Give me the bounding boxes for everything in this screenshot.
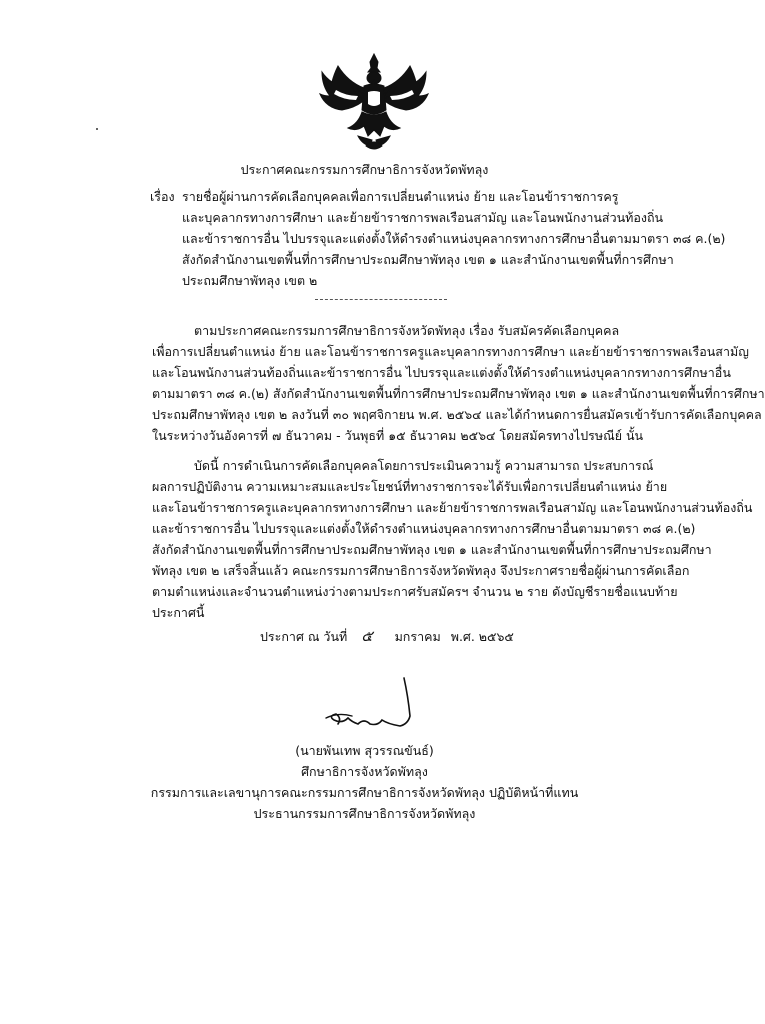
paragraph-line: ประถมศึกษาพัทลุง เขต ๒ ลงวันที่ ๓๐ พฤศจิกายน พ.ศ. ๒๕๖๔ และได้กำหนดการยื่นสมัครเข้ารับการคัดเลือกบุคคล (152, 407, 762, 422)
paragraph-line: เพื่อการเปลี่ยนตำแหน่ง ย้าย และโอนข้าราชการครูและบุคลากรทางการศึกษา และย้ายข้าราชการพลเรือนสามัญ (152, 344, 749, 359)
date-month: มกราคม (394, 629, 441, 644)
paragraph-line: ประกาศนี้ (152, 605, 205, 620)
paragraph-line: พัทลุง เขต ๒ เสร็จสิ้นแล้ว คณะกรรมการศึกษาธิการจังหวัดพัทลุง จึงประกาศรายชื่อผู้ผ่านการคัดเลือก (152, 563, 690, 578)
paragraph-line: สังกัดสำนักงานเขตพื้นที่การศึกษาประถมศึกษาพัทลุง เขต ๑ และสำนักงานเขตพื้นที่การศึกษาประถมศึกษา (152, 542, 712, 557)
paragraph-line: ตามมาตรา ๓๘ ค.(๒) สังกัดสำนักงานเขตพื้นที่การศึกษาประถมศึกษาพัทลุง เขต ๑ และสำนักงานเขตพื้นที่การศึกษา (152, 386, 765, 401)
paragraph-line: ผลการปฏิบัติงาน ความเหมาะสมและประโยชน์ที่ทางราชการจะได้รับเพื่อการเปลี่ยนตำแหน่ง ย้าย (152, 479, 668, 494)
date-year: พ.ศ. ๒๕๖๕ (450, 629, 514, 644)
signer-block (0, 740, 729, 824)
paragraph-line: และข้าราชการอื่น ไปบรรจุและแต่งตั้งให้ดำรงตำแหน่งบุคลากรทางการศึกษาอื่นตามมาตรา ๓๘ ค.(๒) (152, 521, 696, 536)
garuda-emblem-icon (318, 52, 430, 154)
scan-speck (96, 128, 98, 130)
paragraph-line: ในระหว่างวันอังคารที่ ๗ ธันวาคม - วันพุธที่ ๑๕ ธันวาคม ๒๕๖๔ โดยสมัครทางไปรษณีย์ นั้น (152, 428, 644, 443)
body-paragraph-2 (152, 455, 753, 623)
paragraph-line: ตามตำแหน่งและจำนวนตำแหน่งว่างตามประกาศรับสมัครฯ จำนวน ๒ ราย ดังบัญชีรายชื่อแนบท้าย (152, 584, 678, 599)
subject-line: รายชื่อผู้ผ่านการคัดเลือกบุคคลเพื่อการเปลี่ยนตำแหน่ง ย้าย และโอนข้าราชการครู (182, 189, 619, 204)
subject-line: สังกัดสำนักงานเขตพื้นที่การศึกษาประถมศึกษาพัทลุง เขต ๑ และสำนักงานเขตพื้นที่การศึกษา (182, 252, 674, 267)
signer-role-line: กรรมการและเลขานุการคณะกรรมการศึกษาธิการจังหวัดพัทลุง ปฏิบัติหน้าที่แทน (150, 785, 579, 800)
paragraph-line: และโอนข้าราชการครูและบุคลากรทางการศึกษา และย้ายข้าราชการพลเรือนสามัญ และโอนพนักงานส่วนท้องถิ่น (152, 500, 753, 515)
body-paragraph-1 (152, 320, 765, 446)
paragraph-line: ตามประกาศคณะกรรมการศึกษาธิการจังหวัดพัทลุง เรื่อง รับสมัครคัดเลือกบุคคล (194, 323, 620, 338)
separator-line (315, 299, 447, 300)
date-day: ๕ (361, 627, 373, 645)
subject-line: และข้าราชการอื่น ไปบรรจุและแต่งตั้งให้ดำรงตำแหน่งบุคลากรทางการศึกษาอื่นตามมาตรา ๓๘ ค.(๒) (182, 231, 726, 246)
signer-name: (นายพันเทพ สุวรรณขันธ์) (295, 743, 434, 758)
paragraph-line: และโอนพนักงานส่วนท้องถิ่นและข้าราชการอื่น ไปบรรจุและแต่งตั้งให้ดำรงตำแหน่งบุคลากรทางการศึกษาอื่น (152, 365, 731, 380)
signer-role-line: ประธานกรรมการศึกษาธิการจังหวัดพัทลุง (253, 806, 476, 821)
subject-line: ประถมศึกษาพัทลุง เขต ๒ (182, 273, 318, 288)
signature-icon (308, 676, 418, 736)
subject-line: และบุคลากรทางการศึกษา และย้ายข้าราชการพลเรือนสามัญ และโอนพนักงานส่วนท้องถิ่น (182, 210, 664, 225)
subject-label: เรื่อง (150, 189, 175, 204)
date-prefix: ประกาศ ณ วันที่ (260, 629, 348, 644)
announcement-title: ประกาศคณะกรรมการศึกษาธิการจังหวัดพัทลุง (240, 162, 489, 177)
subject-lines (182, 186, 726, 291)
paragraph-line: บัดนี้ การดำเนินการคัดเลือกบุคคลโดยการประเมินความรู้ ความสามารถ ประสบการณ์ (194, 458, 654, 473)
signer-position: ศึกษาธิการจังหวัดพัทลุง (301, 764, 428, 779)
announcement-date (260, 626, 514, 647)
